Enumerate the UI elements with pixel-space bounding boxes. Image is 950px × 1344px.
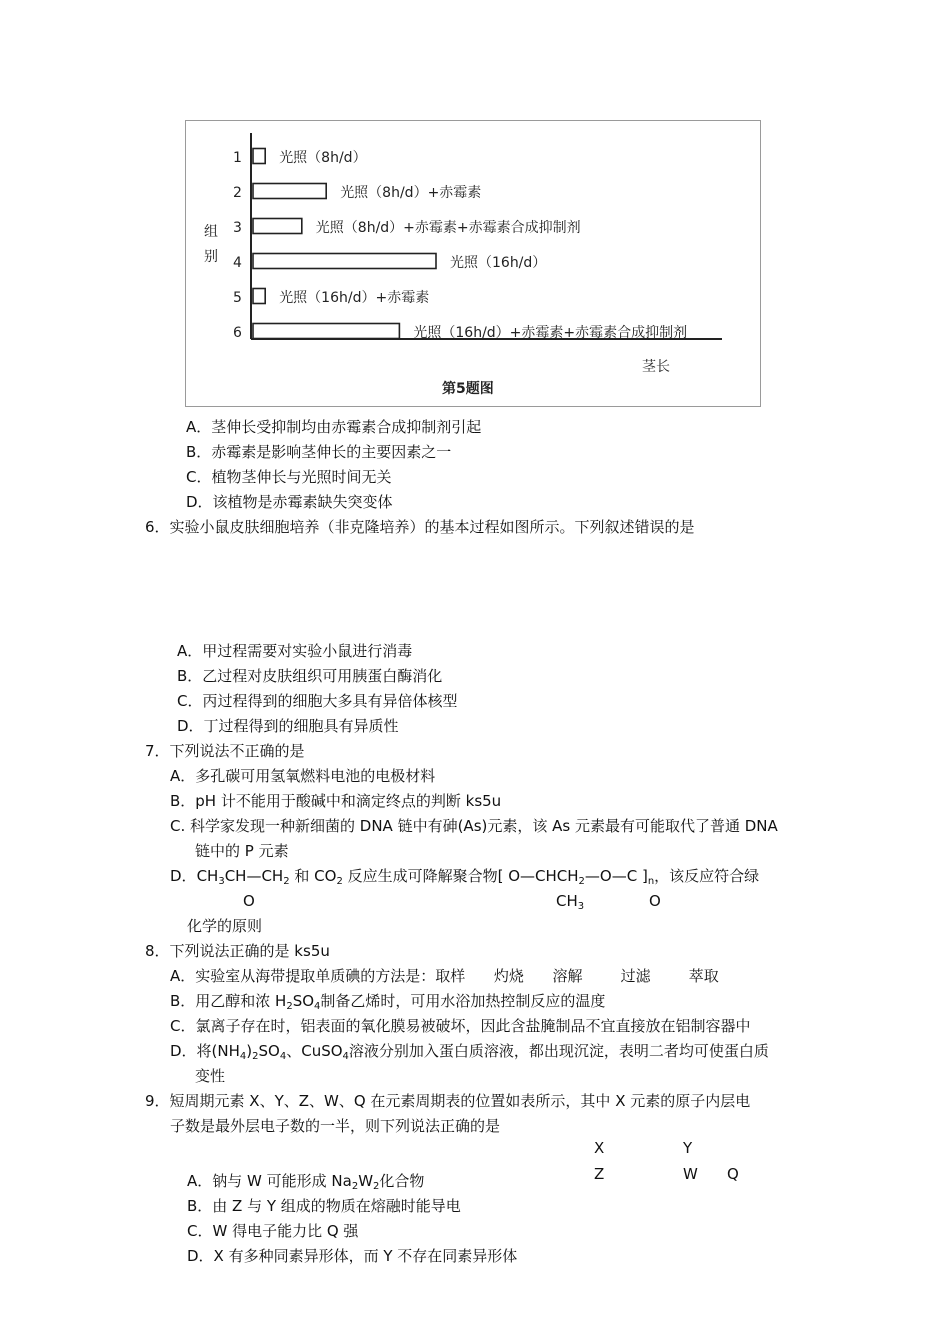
y-axis-label-2: 别	[204, 249, 218, 265]
q8-option-c: C．氯离子存在时，铝表面的氧化膜易被破坏，因此含盐腌制品不宜直接放在铝制容器中	[170, 1017, 751, 1035]
q9-option-c: C．W 得电子能力比 Q 强	[187, 1222, 359, 1240]
figure-caption: 第5题图	[442, 381, 494, 397]
q6-option-c: C．丙过程得到的细胞大多具有异倍体核型	[177, 692, 458, 710]
bar-label-5: 光照（16h/d）+赤霉素	[279, 290, 430, 306]
q8-option-d-line2: 变性	[195, 1067, 226, 1085]
q7-option-d-line1: D．$CH_3CH—CH_2$ 和 $CO_2$ 反应生成可降解聚合物[ $O—CHCH_2—O—C$ ]$_n$，该反应符合绿	[170, 867, 760, 887]
q7-option-d-line2: 化学的原则	[187, 917, 263, 935]
q9-option-a: A．钠与 W 可能形成 $Na_2W_2$化合物	[187, 1172, 425, 1192]
bar-group-6	[253, 324, 399, 339]
q7-option-c-line2: 链中的 P 元素	[195, 842, 289, 860]
category-tick-3: 3	[233, 220, 242, 236]
q8-option-b: B．用乙醇和浓 $H_2SO_4$制备乙烯时，可用水浴加热控制反应的温度	[170, 992, 606, 1012]
q6-option-b: B．乙过程对皮肤组织可用胰蛋白酶消化	[177, 667, 443, 685]
q7-d-carbonyl-o: O	[649, 892, 661, 910]
category-tick-1: 1	[233, 150, 242, 166]
bar-label-3: 光照（8h/d）+赤霉素+赤霉素合成抑制剂	[315, 220, 581, 236]
category-tick-5: 5	[233, 290, 242, 306]
q5-option-b: B．赤霉素是影响茎伸长的主要因素之一	[186, 443, 452, 461]
bar-group-1	[253, 149, 265, 164]
bar-group-4	[253, 254, 436, 269]
q6-stem: 6．实验小鼠皮肤细胞培养（非克隆培养）的基本过程如图所示。下列叙述错误的是	[145, 518, 695, 536]
q8-option-a: A．实验室从海带提取单质碘的方法是：取样 灼烧 溶解 过滤 萃取	[170, 967, 719, 985]
q8-option-d-line1: D．将$(NH_4)_2SO_4$、CuSO$_4$溶液分别加入蛋白质溶液，都出现沉淀，表明二者均可使蛋白质	[170, 1042, 769, 1062]
q7-stem: 7．下列说法不正确的是	[145, 742, 305, 760]
bar-group-3	[253, 219, 302, 234]
q9-option-d: D．X 有多种同素异形体，而 Y 不存在同素异形体	[187, 1247, 518, 1265]
q7-option-b: B．pH 计不能用于酸碱中和滴定终点的判断 ks5u	[170, 792, 502, 810]
bar-label-1: 光照（8h/d）	[279, 150, 367, 166]
q7-d-methyl: $CH_3$	[556, 892, 585, 912]
bar-label-2: 光照（8h/d）+赤霉素	[340, 185, 482, 201]
q5-option-a: A．茎伸长受抑制均由赤霉素合成抑制剂引起	[186, 418, 482, 436]
q9-stem-line2: 子数是最外层电子数的一半，则下列说法正确的是	[170, 1117, 501, 1135]
category-tick-4: 4	[233, 255, 242, 271]
periodic-cell-x: X	[594, 1139, 605, 1157]
bar-group-2	[253, 184, 326, 199]
bar-label-6: 光照（16h/d）+赤霉素+赤霉素合成抑制剂	[413, 325, 688, 341]
y-axis-label-1: 组	[204, 224, 218, 240]
q5-option-c: C．植物茎伸长与光照时间无关	[186, 468, 392, 486]
q5-option-d: D．该植物是赤霉素缺失突变体	[186, 493, 393, 511]
bars-group	[233, 149, 687, 342]
x-axis-label: 茎长	[642, 359, 670, 375]
q7-option-c-line1: C. 科学家发现一种新细菌的 DNA 链中有砷(As)元素，该 As 元素最有可能取代了普通 DNA	[170, 817, 778, 835]
q6-option-d: D．丁过程得到的细胞具有异质性	[177, 717, 399, 735]
q9-stem-line1: 9．短周期元素 X、Y、Z、W、Q 在元素周期表的位置如表所示，其中 X 元素的原子内层电	[145, 1092, 751, 1110]
periodic-cell-w: W	[683, 1165, 698, 1183]
bar-label-4: 光照（16h/d）	[450, 255, 547, 271]
figure-5	[185, 120, 761, 407]
q7-d-epoxide-o: O	[243, 892, 255, 910]
periodic-cell-y: Y	[683, 1139, 693, 1157]
q9-option-b: B．由 Z 与 Y 组成的物质在熔融时能导电	[187, 1197, 461, 1215]
q7-option-a: A．多孔碳可用氢氧燃料电池的电极材料	[170, 767, 436, 785]
bar-chart	[186, 121, 762, 408]
q8-stem: 8．下列说法正确的是 ks5u	[145, 942, 330, 960]
q6-option-a: A．甲过程需要对实验小鼠进行消毒	[177, 642, 413, 660]
bar-group-5	[253, 289, 265, 304]
periodic-cell-q: Q	[727, 1165, 739, 1183]
category-tick-2: 2	[233, 185, 242, 201]
category-tick-6: 6	[233, 325, 242, 341]
periodic-cell-z: Z	[594, 1165, 605, 1183]
